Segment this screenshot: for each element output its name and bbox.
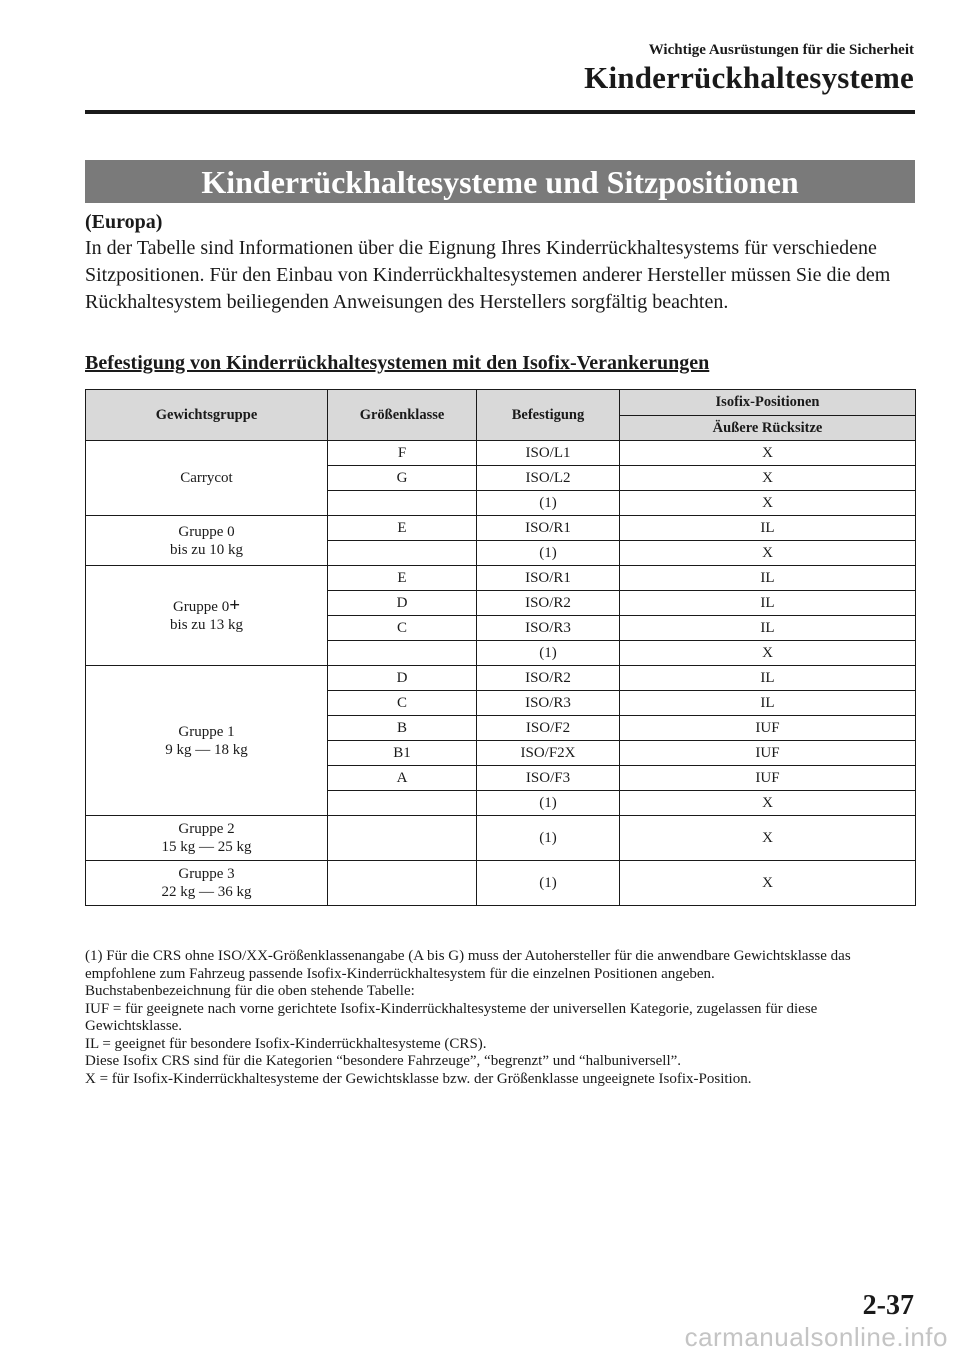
outer-seat-cell: IL (620, 591, 916, 616)
size-class-cell: B (328, 716, 477, 741)
col-header-group: Gewichtsgruppe (86, 390, 328, 441)
weight-group-name (86, 723, 327, 741)
outer-seat-cell: IUF (620, 766, 916, 791)
col-header-outer: Äußere Rücksitze (620, 416, 916, 441)
footnote-iuf: IUF = für geeignete nach vorne gerichtete Isofix-Kinderrückhaltesysteme der universellen Kategorie, zugelassen für diese Gewichtsklasse. (85, 1000, 818, 1034)
size-class-cell: C (328, 616, 477, 641)
weight-group-range: bis zu 10 kg (170, 541, 243, 558)
region-label: (Europa) (85, 211, 163, 233)
outer-seat-cell: IUF (620, 741, 916, 766)
fixture-cell: ISO/L2 (477, 466, 620, 491)
outer-seat-cell: X (620, 491, 916, 516)
weight-group-label: Gruppe 1 (178, 723, 235, 740)
outer-seat-cell: IL (620, 666, 916, 691)
weight-group-name (86, 469, 327, 487)
size-class-cell: G (328, 466, 477, 491)
fixture-cell: ISO/R1 (477, 516, 620, 541)
outer-seat-cell: X (620, 541, 916, 566)
header-rule (85, 110, 915, 114)
outer-seat-cell: X (620, 466, 916, 491)
size-class-cell: B1 (328, 741, 477, 766)
weight-group-label: Gruppe 0 (178, 523, 235, 540)
col-header-size: Größenklasse (328, 390, 477, 441)
fixture-cell: (1) (477, 491, 620, 516)
size-class-cell (328, 791, 477, 816)
outer-seat-cell: IL (620, 691, 916, 716)
table-row (86, 566, 916, 591)
intro-paragraph: In der Tabelle sind Informationen über die Eignung Ihres Kinderrückhaltesystems für verschiedene Sitzpositionen. Für den Einbau von Kinderrückhaltesystemen anderer Hersteller müssen Sie die dem Rückhaltesystem beiliegenden Anweisungen des Herstellers sorgfältig beachten. (85, 237, 891, 313)
size-class-cell: F (328, 441, 477, 466)
weight-group-cell (86, 816, 328, 861)
table-row (86, 861, 916, 906)
fixture-cell: ISO/F2 (477, 716, 620, 741)
table-body (86, 441, 916, 906)
weight-group-range: 15 kg ― 25 kg (161, 839, 252, 855)
weight-group-label: Gruppe 0 (172, 598, 230, 615)
weight-group-cell (86, 516, 328, 566)
weight-group-name (86, 594, 327, 616)
fixture-cell: (1) (477, 541, 620, 566)
weight-group-label: Gruppe 3 (178, 866, 235, 882)
footnote-categories: Diese Isofix CRS sind für die Kategorien “besondere Fahrzeuge”, “begrenzt” und “halbuniversell”. (85, 1053, 682, 1069)
table-title: Befestigung von Kinderrückhaltesystemen mit den Isofix-Verankerungen (85, 352, 710, 374)
fixture-cell: ISO/F3 (477, 766, 620, 791)
size-class-cell (328, 641, 477, 666)
weight-group-range: bis zu 13 kg (170, 616, 243, 633)
outer-seat-cell: IL (620, 566, 916, 591)
table-row (86, 666, 916, 691)
size-class-cell (328, 491, 477, 516)
fixture-cell: ISO/R2 (477, 591, 620, 616)
fixture-cell: (1) (477, 816, 620, 861)
fixture-cell: ISO/R3 (477, 691, 620, 716)
outer-seat-cell: IL (620, 616, 916, 641)
fixture-cell: ISO/R1 (477, 566, 620, 591)
weight-group-name (86, 523, 327, 541)
weight-group-range: 22 kg ― 36 kg (161, 884, 252, 900)
outer-seat-cell: IUF (620, 716, 916, 741)
weight-group-label: Gruppe 2 (178, 821, 235, 837)
section-banner: Kinderrückhaltesysteme und Sitzpositionen (85, 160, 915, 203)
fixture-cell: ISO/L1 (477, 441, 620, 466)
outer-seat-cell: IL (620, 516, 916, 541)
plus-icon: + (229, 594, 241, 616)
fixture-cell: (1) (477, 641, 620, 666)
size-class-cell: D (328, 591, 477, 616)
page-number: 2-37 (862, 1290, 914, 1321)
footnote-x: X = für Isofix-Kinderrückhaltesysteme der Gewichtsklasse bzw. der Größenklasse ungeeignete Isofix-Position. (85, 1070, 752, 1087)
outer-seat-cell: X (620, 861, 916, 906)
watermark: carmanualsonline.info (684, 1322, 948, 1352)
table-row (86, 816, 916, 861)
fixture-cell: ISO/F2X (477, 741, 620, 766)
weight-group-name (86, 865, 327, 883)
header-title: Kinderrückhaltesysteme (584, 60, 914, 95)
size-class-cell (328, 816, 477, 861)
size-class-cell: E (328, 516, 477, 541)
weight-group-cell (86, 566, 328, 666)
weight-group-cell (86, 666, 328, 816)
weight-group-cell (86, 861, 328, 906)
table-row (86, 441, 916, 466)
outer-seat-cell: X (620, 816, 916, 861)
weight-group-label: Carrycot (180, 470, 233, 486)
footnote-il: IL = geeignet für besondere Isofix-Kinderrückhaltesysteme (CRS). (85, 1035, 487, 1052)
size-class-cell (328, 541, 477, 566)
footnote-legend-title: Buchstabenbezeichnung für die oben stehende Tabelle: (85, 983, 415, 999)
outer-seat-cell: X (620, 441, 916, 466)
size-class-cell: E (328, 566, 477, 591)
footnote-1: (1) Für die CRS ohne ISO/XX-Größenklassenangabe (A bis G) muss der Autohersteller für die anwendbare Gewichtsklasse das empfohlene zum Fahrzeug passende Isofix-Kinderrückhaltesystem für die einzelnen Positionen angeben. (85, 948, 851, 982)
header-subtitle: Wichtige Ausrüstungen für die Sicherheit (648, 42, 914, 58)
isofix-table (85, 389, 916, 906)
outer-seat-cell: X (620, 791, 916, 816)
outer-seat-cell: X (620, 641, 916, 666)
col-header-fixture: Befestigung (477, 390, 620, 441)
weight-group-cell (86, 441, 328, 516)
fixture-cell: (1) (477, 861, 620, 906)
size-class-cell: D (328, 666, 477, 691)
weight-group-range: 9 kg ― 18 kg (165, 741, 248, 758)
table-row (86, 516, 916, 541)
size-class-cell (328, 861, 477, 906)
weight-group-name (86, 820, 327, 838)
col-header-positions: Isofix-Positionen (620, 390, 916, 416)
size-class-cell: C (328, 691, 477, 716)
fixture-cell: ISO/R3 (477, 616, 620, 641)
footnotes (85, 948, 915, 1088)
fixture-cell: ISO/R2 (477, 666, 620, 691)
fixture-cell: (1) (477, 791, 620, 816)
size-class-cell: A (328, 766, 477, 791)
